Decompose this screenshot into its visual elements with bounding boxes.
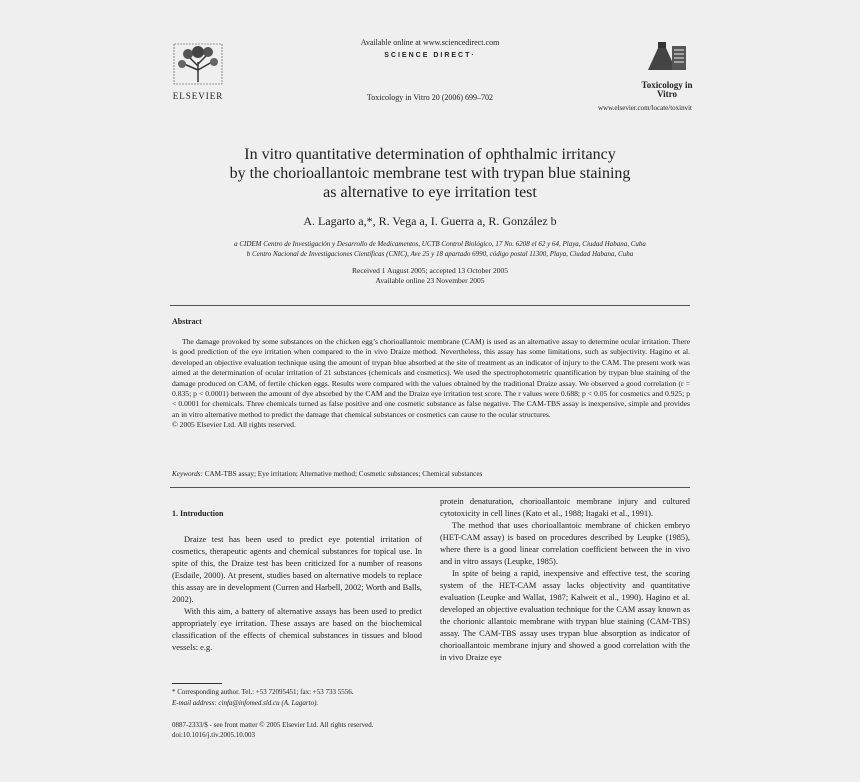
abstract-body — [172, 337, 690, 431]
title-line-3: as alternative to eye irritation test — [323, 184, 537, 201]
elsevier-wordmark: ELSEVIER — [172, 91, 224, 101]
intro-paragraph-2: With this aim, a battery of alternative assays has been used to predict appropriately eye irritation. These assays are based on the biochemical classification of the effects of chemical substances in tissues and blood vessels: e.g. — [172, 607, 422, 652]
right-paragraph-1: protein denaturation, chorioallantoic membrane injury and cultured cytotoxicity in cell lines (Kato et al., 1988; Itagaki et al., 1991). — [440, 497, 690, 518]
right-paragraph-2: The method that uses chorioallantoic membrane of chicken embryo (HET-CAM assay) is based on procedures described by Leupke (1985), where there is a good linear correlation coefficient between the in vivo and in vitro assays (Leupke, 1985). — [440, 521, 690, 566]
footnote — [172, 687, 422, 709]
author-list: A. Lagarto a,*, R. Vega a, I. Guerra a, R. González b — [303, 214, 557, 228]
section-heading: 1. Introduction — [172, 509, 224, 518]
abstract-divider — [170, 487, 690, 488]
available-online-text: Available online at www.sciencedirect.com — [360, 38, 500, 47]
abstract-text: The damage provoked by some substances on the chicken egg’s chorioallantoic membrane (CAM) is used as an alternative assay to determine ocular irritation. There is good prediction of the eye irritation when compared to the in vivo Draize method. Nevertheless, this assay has some limitations, such as subjectivity. Hagino et al. developed an objective evaluation technique using the amount of trypan blue absorbed at the site of treatment as an indicator of injury to the CAM. The present work was aimed at the determination of ocular irritation of 21 substances (chemicals and cosmetics). We used the spectrophotometric quantification by trypan blue staining of the damage produced on CAM, of fertile chicken eggs. Results were compared with the values obtained by the traditional Draize assay. We observed a good correlation (r = 0.835; p < 0.0001) between the amount of dye absorbed by the CAM and the Draize eye irritation test score. The r values were 0.688; p < 0.05 for cosmetics and 0.925; p < 0.0001 for chemicals. Three chemicals turned as false positive and one cosmetic substance as false negative. The CAM-TBS assay is inexpensive, simple and provides an in vitro alternative method to predict the damage that chemical substances or cosmetics can cause to the ocular structures. — [172, 337, 690, 419]
journal-reference: Toxicology in Vitro 20 (2006) 699–702 — [366, 93, 494, 102]
elsevier-tree-icon — [170, 42, 226, 86]
online-date: Available online 23 November 2005 — [375, 276, 485, 285]
keywords-label: Keywords: — [172, 470, 203, 478]
elsevier-logo — [170, 42, 226, 101]
left-column — [172, 508, 422, 654]
abstract-heading: Abstract — [172, 317, 202, 326]
doi-line[interactable]: doi:10.1016/j.tiv.2005.10.003 — [172, 731, 255, 739]
affiliation-a: a CIDEM Centro de Investigación y Desarrollo de Medicamentos, UCTB Control Biológico, 17 No. 6208 el 62 y 64, Playa, Ciudad Habana, Cuba — [234, 240, 646, 248]
corresponding-author: * Corresponding author. Tel.: +53 72095451; fax: +53 733 5556. — [172, 688, 354, 696]
keywords-text: CAM-TBS assay; Eye irritation; Alternative method; Cosmetic substances; Chemical substances — [204, 470, 483, 478]
title-line-1: In vitro quantitative determination of ophthalmic irritancy — [244, 146, 616, 163]
received-date: Received 1 August 2005; accepted 13 October 2005 — [352, 266, 508, 275]
flask-icon — [638, 40, 696, 76]
top-divider — [170, 305, 690, 306]
journal-logo — [638, 40, 696, 100]
journal-logo-title: Toxicology in Vitro — [641, 80, 693, 99]
right-paragraph-3: In spite of being a rapid, inexpensive and effective test, the scoring system of the HET-CAM assay lacks objectivity and quantitative evaluation (Leupke and Wallat, 1987; Kalweit et al., 1990). Hagino et al. developed an objective evaluation technique for the CAM assay known as the chorionic allantoic membrane with trypan blue staining (CAM-TBS) assay. The CAM-TBS assay uses trypan blue absorption as indicator of chorioallantoic membrane injury and showed a good correlation with the in vivo Draize eye — [440, 569, 690, 662]
affiliation-b: b Centro Nacional de Investigaciones Científicas (CNIC), Ave 25 y 18 apartado 6990, código postal 11300, Playa, Ciudad Habana, Cuba — [246, 250, 634, 258]
issn-line: 0887-2333/$ - see front matter © 2005 Elsevier Ltd. All rights reserved. — [172, 721, 374, 729]
keywords-line — [172, 470, 690, 478]
journal-url[interactable]: www.elsevier.com/locate/toxinvit — [597, 104, 692, 112]
email-address: E-mail address: cinfa@infomed.sld.cu (A. Lagarto). — [172, 699, 319, 707]
right-column — [440, 496, 690, 664]
abstract-copyright: © 2005 Elsevier Ltd. All rights reserved. — [172, 420, 296, 430]
intro-paragraph-1: Draize test has been used to predict eye potential irritation of cosmetics, therapeutic agents and chemical substances for topical use. In spite of this, the Draize test has been criticized for a number of reasons (Esdaile, 2000). At present, studies based on alternative models to replace this assay are in development (Curren and Harbell, 2002; Worth and Balls, 2002). — [172, 535, 422, 604]
bottom-info — [172, 720, 472, 740]
sciencedirect-logo: SCIENCE DIRECT· — [384, 52, 476, 59]
title-line-2: by the chorioallantoic membrane test with trypan blue staining — [229, 165, 631, 182]
footnote-rule — [172, 683, 222, 684]
paper-page — [160, 30, 700, 750]
paper-title — [160, 145, 700, 202]
